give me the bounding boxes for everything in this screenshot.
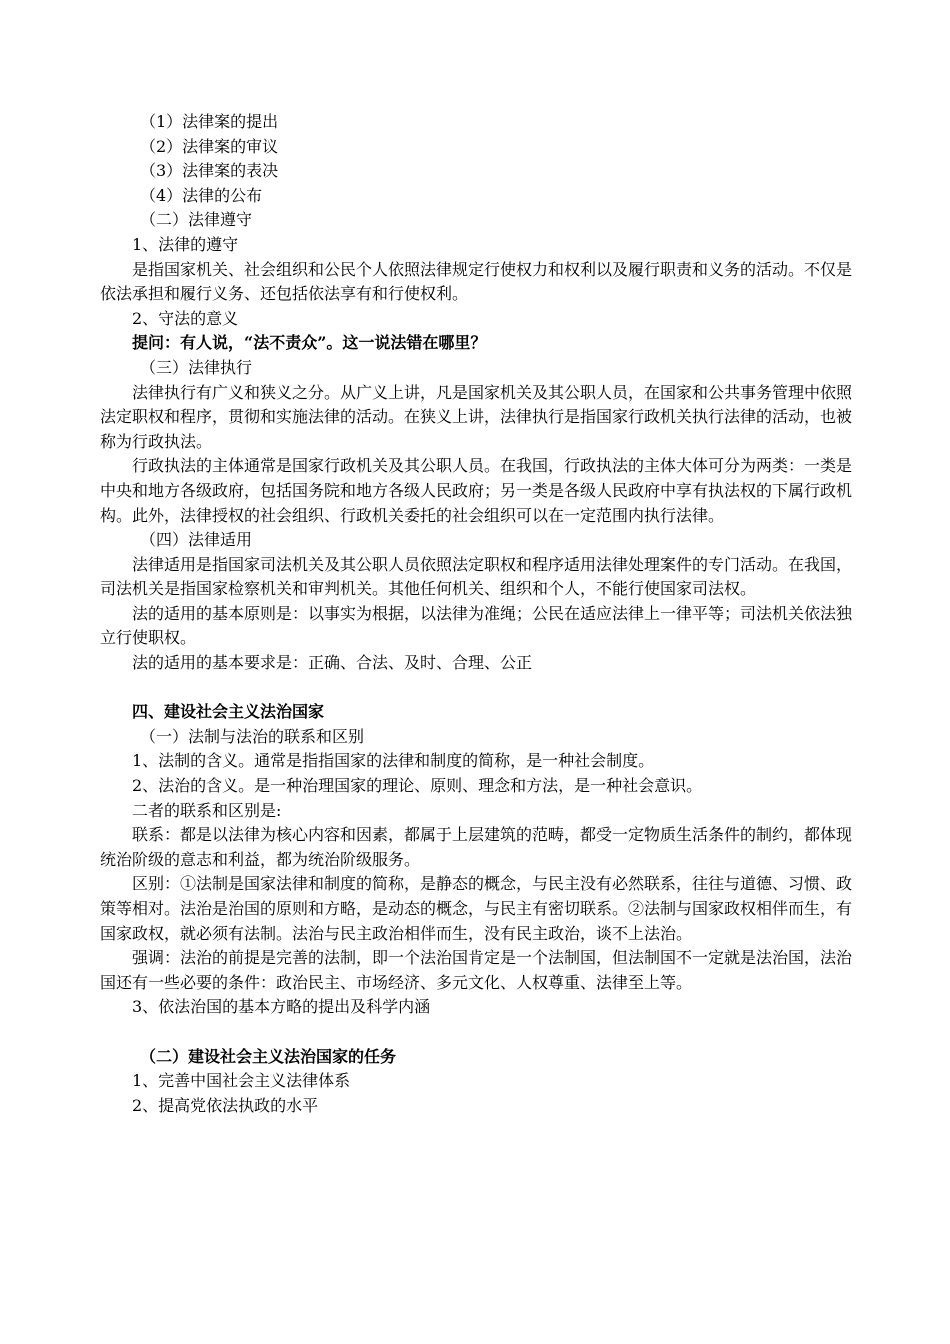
paragraph: 是指国家机关、社会组织和公民个人依照法律规定行使权力和权利以及履行职责和义务的活动。不仅是依法承担和履行义务、还包括依法享有和行使权利。 bbox=[100, 259, 853, 304]
paragraph: 联系：都是以法律为核心内容和因素，都属于上层建筑的范畴，都受一定物质生活条件的制约，都体现统治阶级的意志和利益，都为统治阶级服务。 bbox=[100, 825, 853, 869]
question-text: 提问：有人说，“法不责众”。这一说法错在哪里？ bbox=[132, 333, 487, 353]
list-item: （2）法律案的审议 bbox=[140, 136, 279, 156]
blank-line bbox=[100, 676, 852, 701]
list-item: （1）法律案的提出 bbox=[140, 112, 279, 131]
subsection-heading: 2、守法的意义 bbox=[132, 308, 239, 328]
paragraph: 法律执行有广义和狭义之分。从广义上讲，凡是国家机关及其公职人员，在国家和公共事务管理中依照法定职权和程序，贯彻和实施法律的活动。在狭义上讲，法律执行是指国家行政机关执行法律的活动，也被称为行政执法。 bbox=[100, 382, 853, 451]
subsection-heading: 2、法治的含义。是一种治理国家的理论、原则、理念和方法，是一种社会意识。 bbox=[132, 776, 703, 796]
list-item: （3）法律案的表决 bbox=[140, 161, 279, 181]
section-heading: （二）法律遵守 bbox=[140, 210, 253, 230]
subsection-heading: 1、法制的含义。通常是指指国家的法律和制度的简称，是一种社会制度。 bbox=[132, 751, 655, 771]
section-heading: （四）法律适用 bbox=[140, 530, 253, 550]
subsection-heading: 2、提高党依法执政的水平 bbox=[132, 1095, 319, 1115]
subsection-heading: 3、依法治国的基本方略的提出及科学内涵 bbox=[132, 997, 431, 1017]
document-page bbox=[100, 110, 852, 1118]
paragraph: 法的适用的基本原则是：以事实为根据，以法律为准绳；公民在适应法律上一律平等；司法机关依法独立行使职权。 bbox=[100, 603, 853, 648]
subsection-heading: 1、法律的遵守 bbox=[132, 234, 239, 254]
section-heading: （一）法制与法治的联系和区别 bbox=[140, 726, 365, 746]
paragraph: 行政执法的主体通常是国家行政机关及其公职人员。在我国，行政执法的主体大体可分为两类：一类是中央和地方各级政府，包括国务院和地方各级人民政府；另一类是各级人民政府中享有执法权的下属行政机构。此外，法律授权的社会组织、行政机关委托的社会组织可以在一定范围内执行法律。 bbox=[100, 456, 853, 525]
section-heading: （二）建设社会主义法治国家的任务 bbox=[140, 1046, 397, 1066]
paragraph: 二者的联系和区别是: bbox=[132, 800, 282, 820]
list-item: （4）法律的公布 bbox=[140, 185, 263, 205]
paragraph: 强调：法治的前提是完善的法制，即一个法治国肯定是一个法制国，但法制国不一定就是法治国，法治国还有一些必要的条件：政治民主、市场经济、多元文化、人权尊重、法律至上等。 bbox=[100, 948, 853, 992]
paragraph: 法律适用是指国家司法机关及其公职人员依照法定职权和程序适用法律处理案件的专门活动。在我国，司法机关是指国家检察机关和审判机关。其他任何机关、组织和个人，不能行使国家司法权。 bbox=[100, 554, 853, 599]
subsection-heading: 1、完善中国社会主义法律体系 bbox=[132, 1071, 351, 1091]
blank-line bbox=[100, 1020, 852, 1045]
paragraph: 区别：①法制是国家法律和制度的简称，是静态的概念，与民主没有必然联系，往往与道德、习惯、政策等相对。法治是治国的原则和方略，是动态的概念，与民主有密切联系。②法制与国家政权相伴而生，有国家政权，就必须有法制。法治与民主政治相伴而生，没有民主政治，谈不上法治。 bbox=[100, 874, 853, 943]
chapter-heading: 四、建设社会主义法治国家 bbox=[132, 702, 325, 722]
paragraph: 法的适用的基本要求是：正确、合法、及时、合理、公正 bbox=[132, 653, 533, 673]
section-heading: （三）法律执行 bbox=[140, 357, 253, 377]
